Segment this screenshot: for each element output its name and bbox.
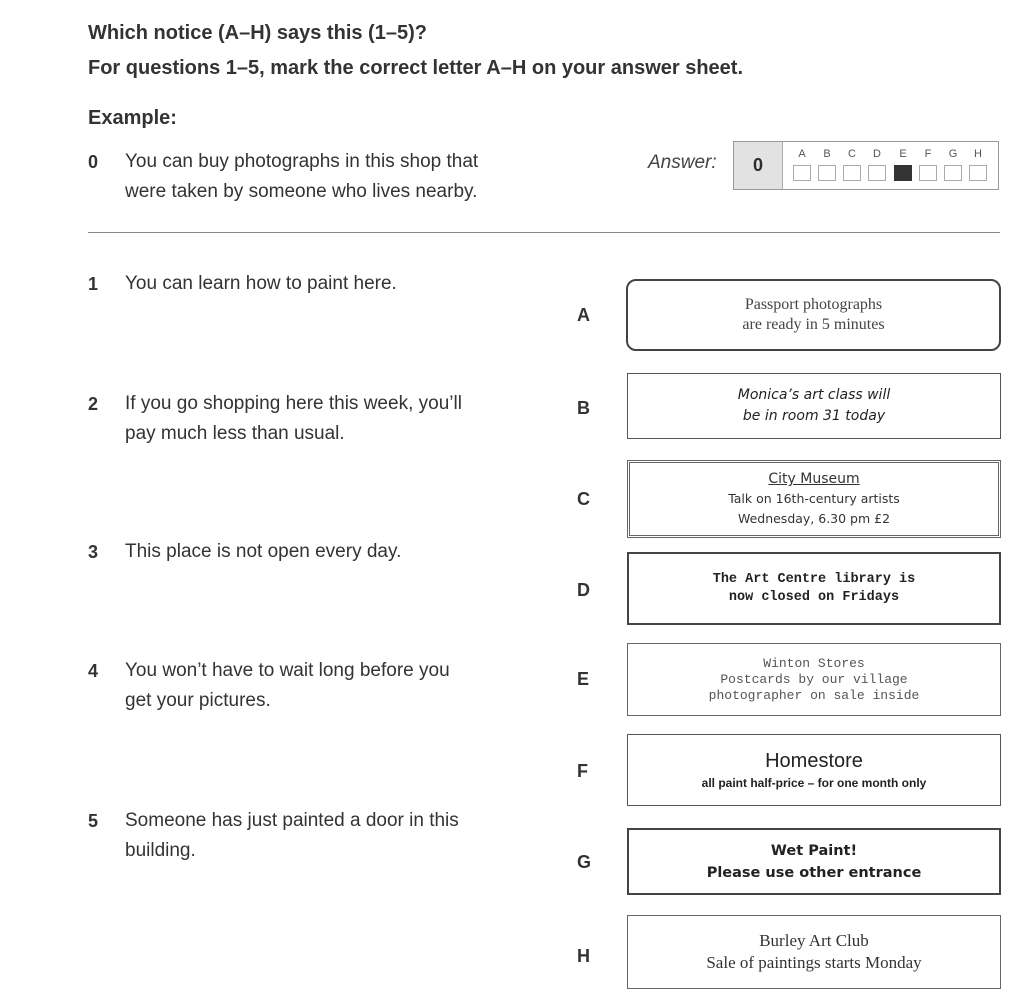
answer-option-box-selected[interactable] [894, 165, 912, 181]
notice-letter-g: G [577, 852, 592, 872]
notice-h-line1: Burley Art Club [759, 931, 869, 950]
question-5-line1: Someone has just painted a door in this [125, 810, 459, 831]
answer-option-letter: G [948, 148, 958, 160]
notice-c-line2: Talk on 16th-century artists [728, 491, 900, 506]
instruction-heading: Which notice (A–H) says this (1–5)? [88, 22, 427, 44]
example-label: Example: [88, 107, 177, 129]
notice-g-line2: Please use other entrance [706, 864, 922, 881]
notice-d-line1: The Art Centre library is [712, 571, 916, 587]
answer-option-letter: C [848, 148, 856, 160]
notice-f-title: Homestore [765, 750, 863, 772]
question-4-line1: You won’t have to wait long before you [125, 660, 450, 681]
question-3 [125, 537, 401, 567]
notice-e [627, 643, 1001, 716]
notice-h-line2: Sale of paintings starts Monday [706, 953, 922, 972]
question-1-line1: You can learn how to paint here. [125, 273, 397, 294]
notice-b-line2: be in room 31 today [742, 408, 886, 424]
notice-d-line2: now closed on Fridays [728, 589, 900, 605]
answer-option-b[interactable] [815, 148, 839, 181]
answer-option-box[interactable] [818, 165, 836, 181]
question-4-line2: get your pictures. [125, 690, 271, 711]
notice-g-line1: Wet Paint! [770, 842, 858, 859]
notice-letter-d: D [577, 580, 590, 600]
question-2-line2: pay much less than usual. [125, 423, 345, 444]
notice-letter-a: A [577, 305, 590, 325]
answer-option-letter: D [873, 148, 881, 160]
answer-option-c[interactable] [840, 148, 864, 181]
notice-d [627, 552, 1001, 625]
answer-option-letter: H [974, 148, 982, 160]
question-number-1: 1 [88, 274, 99, 294]
answer-option-box[interactable] [919, 165, 937, 181]
answer-option-letter: A [798, 148, 806, 160]
answer-option-letter: B [823, 148, 831, 160]
question-5-line2: building. [125, 840, 196, 861]
answer-option-g[interactable] [941, 148, 965, 181]
notice-f [627, 734, 1001, 806]
instruction-subheading: For questions 1–5, mark the correct letter A–H on your answer sheet. [88, 57, 744, 79]
answer-option-a[interactable] [790, 148, 814, 181]
notice-g [627, 828, 1001, 895]
answer-number: 0 [734, 142, 783, 189]
notice-a-line2: are ready in 5 minutes [742, 316, 885, 333]
notice-letter-f: F [577, 761, 588, 781]
notice-letter-e: E [577, 669, 590, 689]
notice-e-line2: Postcards by our village [720, 671, 908, 687]
answer-option-e[interactable] [891, 148, 915, 181]
answer-option-box[interactable] [969, 165, 987, 181]
answer-option-f[interactable] [916, 148, 940, 181]
answer-option-box[interactable] [843, 165, 861, 181]
notice-letter-c: C [577, 489, 590, 509]
notice-c-title: City Museum [768, 471, 860, 487]
answer-option-letter: E [899, 148, 907, 160]
question-5 [125, 806, 459, 866]
notice-h [627, 915, 1001, 989]
question-2 [125, 389, 462, 449]
notice-c-line3: Wednesday, 6.30 pm £2 [737, 511, 891, 526]
notice-f-line2: all paint half-price – for one month only [701, 776, 927, 790]
notice-b [627, 373, 1001, 439]
example-question-line1: You can buy photographs in this shop that [125, 151, 479, 172]
notice-e-line3: photographer on sale inside [708, 687, 920, 703]
notice-e-line1: Winton Stores [763, 655, 865, 671]
notice-a-line1: Passport photographs [744, 296, 883, 313]
answer-option-box[interactable] [868, 165, 886, 181]
question-2-line1: If you go shopping here this week, you’ll [125, 393, 462, 414]
example-answer-grid [733, 141, 999, 190]
answer-option-box[interactable] [944, 165, 962, 181]
section-divider [88, 232, 1000, 233]
notice-letter-b: B [577, 398, 590, 418]
question-1 [125, 269, 397, 299]
question-number-5: 5 [88, 811, 99, 831]
answer-option-h[interactable] [966, 148, 990, 181]
notice-c [627, 460, 1001, 538]
answer-option-letter: F [924, 148, 932, 160]
example-question-line2: were taken by someone who lives nearby. [125, 181, 478, 202]
question-4 [125, 656, 450, 716]
answer-option-box[interactable] [793, 165, 811, 181]
notice-letter-h: H [577, 946, 590, 966]
question-number-2: 2 [88, 394, 99, 414]
question-number-4: 4 [88, 661, 99, 681]
example-question [125, 147, 478, 207]
notice-b-line1: Monica’s art class will [737, 387, 891, 403]
example-number: 0 [88, 152, 99, 172]
question-3-line1: This place is not open every day. [125, 541, 402, 562]
answer-label: Answer: [648, 152, 717, 173]
answer-option-d[interactable] [865, 148, 889, 181]
question-number-3: 3 [88, 542, 99, 562]
notice-a [626, 279, 1001, 351]
